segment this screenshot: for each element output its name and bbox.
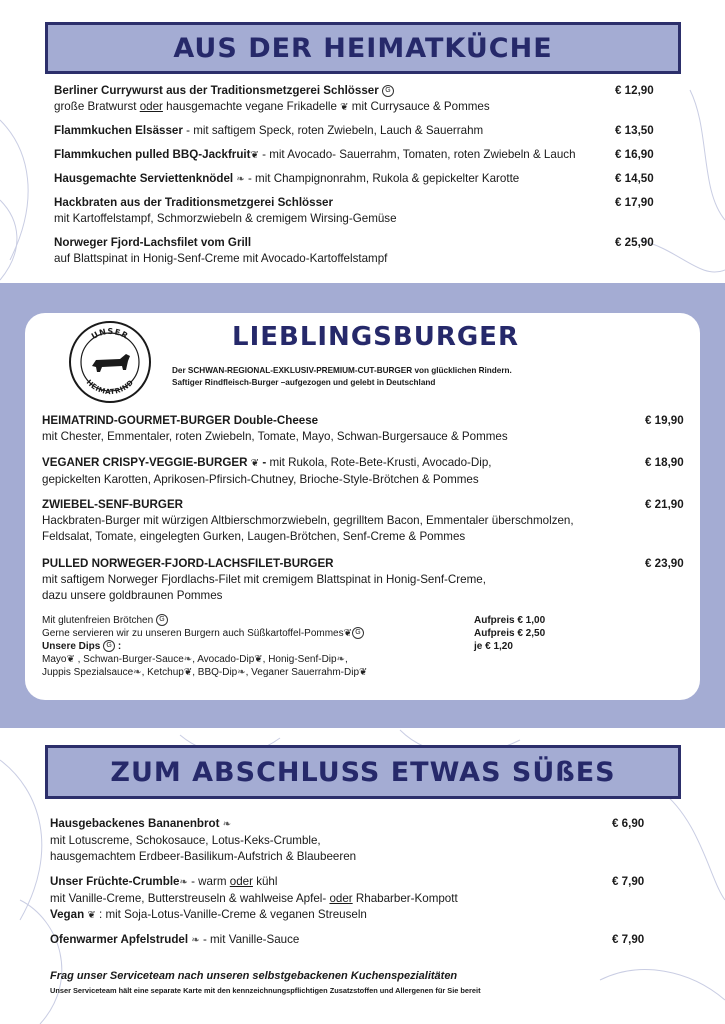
extra-price: Aufpreis € 1,00: [474, 615, 546, 626]
vegan-icon: ❦: [250, 458, 260, 469]
item-desc-or: oder: [229, 875, 253, 888]
item-desc: - mit Avocado- Sauerrahm, Tomaten, roten Zwiebeln & Lauch: [258, 148, 576, 161]
dip-item: , Veganer Sauerrahm-Dip: [245, 667, 360, 678]
item-desc: mit Vanille-Creme, Butterstreuseln & wahlweise Apfel-: [50, 891, 330, 905]
item-desc: große Bratwurst: [54, 99, 140, 113]
menu-item-fruechte-crumble: [50, 874, 458, 923]
footer-cake-note: Frag unser Serviceteam nach unseren selbstgebackenen Kuchenspezialitäten: [50, 970, 458, 982]
vegetarian-icon: ❧: [183, 654, 193, 665]
logo-text-top: UNSER: [89, 326, 131, 342]
item-desc: dazu unsere goldbraunen Pommes: [42, 588, 223, 602]
item-price: € 18,90: [645, 456, 684, 469]
vegan-icon: ❦: [340, 101, 349, 113]
item-name: Flammkuchen Elsässer: [54, 124, 183, 137]
vegan-icon: ❦: [183, 667, 193, 678]
item-price: € 16,90: [615, 148, 654, 161]
vegan-icon: ❦: [254, 654, 263, 665]
vegan-icon: ❦: [250, 150, 259, 161]
vegetarian-icon: ❧: [179, 877, 188, 888]
item-desc: mit Chester, Emmentaler, roten Zwiebeln, Tomate, Mayo, Schwan-Burgersauce & Pommes: [42, 429, 508, 443]
item-name: Hausgebackenes Bananenbrot: [50, 817, 220, 830]
item-price: € 7,90: [612, 875, 645, 888]
section-title-heimatkueche: AUS DER HEIMATKÜCHE: [45, 22, 681, 74]
vegetarian-icon: ❧: [133, 667, 142, 678]
item-name: HEIMATRIND-GOURMET-BURGER Double-Cheese: [42, 414, 319, 427]
item-name: Berliner Currywurst aus der Traditionsmetzgerei Schlösser: [54, 84, 379, 97]
menu-item-flammkuchen-jackfruit: [54, 147, 576, 164]
vegetarian-icon: ❧: [237, 667, 246, 678]
item-vegan-label: Vegan: [50, 907, 85, 921]
dip-item: , Schwan-Burger-Sauce: [74, 654, 184, 665]
gluten-free-icon: G: [156, 614, 168, 626]
item-price: € 6,90: [612, 817, 645, 830]
vegetarian-icon: ❧: [191, 935, 200, 946]
extras-prices: [474, 614, 545, 653]
gluten-free-icon: G: [352, 627, 364, 639]
dips-title: Unsere Dips: [42, 641, 101, 652]
section-title-dessert: ZUM ABSCHLUSS ETWAS SÜßES: [45, 745, 681, 799]
item-price: € 7,90: [612, 933, 645, 946]
menu-item-bananenbrot: [50, 816, 356, 864]
dip-item: ,: [344, 654, 348, 665]
item-price: € 17,90: [615, 196, 654, 209]
item-price: € 19,90: [645, 414, 684, 427]
extra-price: Aufpreis € 2,50: [474, 628, 546, 639]
item-price: € 13,50: [615, 124, 654, 137]
item-name: Ofenwarmer Apfelstrudel: [50, 933, 189, 946]
menu-item-flammkuchen-elsaesser: [54, 123, 483, 139]
item-desc: auf Blattspinat in Honig-Senf-Creme mit Avocado-Kartoffelstampf: [54, 251, 388, 265]
menu-item-zwiebel-senf-burger: [42, 497, 574, 544]
item-price: € 25,90: [615, 236, 654, 249]
item-name: PULLED NORWEGER-FJORD-LACHSFILET-BURGER: [42, 557, 334, 570]
dip-item: , Ketchup: [141, 667, 184, 678]
dips-colon: :: [115, 641, 122, 652]
item-name: Hausgemachte Serviettenknödel: [54, 172, 234, 185]
vegan-icon: ❦: [87, 909, 96, 921]
extra-sweet-potato: Gerne servieren wir zu unseren Burgern auch Süßkartoffel-Pommes: [42, 628, 344, 639]
extra-price: je € 1,20: [474, 641, 513, 652]
item-desc: gepickelten Karotten, Aprikosen-Pfirsich-Chutney, Brioche-Style-Brötchen & Pommes: [42, 472, 479, 486]
dip-item: , BBQ-Dip: [192, 667, 238, 678]
item-desc: mit Lotuscreme, Schokosauce, Lotus-Keks-Crumble,: [50, 833, 321, 847]
item-price: € 14,50: [615, 172, 654, 185]
dip-item: Mayo: [42, 654, 67, 665]
dip-item: , Avocado-Dip: [192, 654, 255, 665]
item-name: Norweger Fjord-Lachsfilet vom Grill: [54, 236, 252, 249]
item-desc: hausgemachtem Erdbeer-Basilikum-Aufstrich & Blaubeeren: [50, 849, 357, 863]
item-price: € 23,90: [645, 557, 684, 570]
section-title-lieblingsburger: LIEBLINGSBURGER: [232, 322, 519, 352]
menu-item-veggie-burger: [42, 455, 492, 488]
item-price: € 21,90: [645, 498, 684, 511]
vegan-icon: ❦: [66, 654, 75, 665]
item-desc: hausgemachte vegane Frikadelle: [162, 99, 337, 113]
item-desc: - mit saftigem Speck, roten Zwiebeln, Lauch & Sauerrahm: [182, 124, 484, 137]
menu-item-hackbraten: [54, 195, 397, 227]
item-dash: -: [259, 456, 270, 469]
item-price: € 12,90: [615, 84, 654, 97]
item-desc: mit saftigem Norweger Fjordlachs-Filet mit cremigem Blattspinat in Honig-Senf-Creme,: [42, 572, 486, 586]
footer-allergen-note: Unser Serviceteam hält eine separate Karte mit den kennzeichnungspflichtigen Zusatzstoffen und Allergenen für Sie bereit: [50, 986, 481, 995]
item-name: ZWIEBEL-SENF-BURGER: [42, 498, 184, 511]
extra-gluten-free: Mit glutenfreien Brötchen: [42, 615, 154, 626]
menu-item-lachsfilet-burger: [42, 556, 486, 603]
vegetarian-icon: ❧: [236, 174, 245, 185]
item-desc: : mit Soja-Lotus-Vanille-Creme & veganen Streuseln: [95, 907, 367, 921]
item-name: Unser Früchte-Crumble: [50, 875, 180, 888]
item-desc: Rhabarber-Kompott: [352, 891, 458, 905]
item-desc: kühl: [252, 875, 278, 888]
menu-item-lachsfilet: [54, 235, 387, 267]
item-desc-or: oder: [329, 891, 353, 905]
item-desc: - warm: [187, 875, 230, 888]
item-name: Flammkuchen pulled BBQ-Jackfruit: [54, 148, 251, 161]
vegan-icon: ❦: [343, 628, 353, 639]
extras-list: [42, 614, 367, 679]
logo-text-bottom: HEIMATRIND: [84, 378, 136, 397]
item-desc: mit Currysauce & Pommes: [351, 99, 490, 113]
heimatrind-logo: [68, 320, 152, 404]
vegan-icon: ❦: [359, 667, 368, 678]
item-desc: - mit Vanille-Sauce: [199, 933, 300, 946]
menu-item-serviettenknoedel: [54, 171, 519, 188]
menu-item-apfelstrudel: [50, 932, 299, 949]
gluten-free-icon: G: [382, 85, 394, 97]
vegetarian-icon: ❧: [222, 819, 232, 830]
item-desc: mit Kartoffelstampf, Schmorzwiebeln & cremigem Wirsing-Gemüse: [54, 211, 397, 225]
gluten-free-icon: G: [103, 640, 115, 652]
menu-item-gourmet-burger: [42, 413, 508, 445]
dip-item: Juppis Spezialsauce: [42, 667, 134, 678]
item-desc: Feldsalat, Tomate, eingelegten Gurken, Laugen-Brötchen, Senf-Creme & Pommes: [42, 529, 466, 543]
vegetarian-icon: ❧: [336, 654, 345, 665]
burger-subtitle: Der SCHWAN-REGIONAL-EXKLUSIV-PREMIUM-CUT-BURGER von glücklichen Rindern.: [172, 366, 512, 375]
item-name: VEGANER CRISPY-VEGGIE-BURGER: [42, 456, 248, 469]
dip-item: , Honig-Senf-Dip: [262, 654, 337, 665]
menu-item-currywurst: [54, 83, 490, 116]
item-name: Hackbraten aus der Traditionsmetzgerei Schlösser: [54, 196, 333, 209]
item-desc: Hackbraten-Burger mit würzigen Altbierschmorzwiebeln, gegrilltem Bacon, Emmentaler überschmolzen,: [42, 513, 574, 527]
item-desc-or: oder: [139, 99, 163, 113]
burger-subtitle: Saftiger Rindfleisch-Burger –aufgezogen und gelebt in Deutschland: [172, 378, 436, 387]
item-desc: mit Rukola, Rote-Bete-Krusti, Avocado-Dip,: [269, 456, 492, 469]
item-desc: - mit Champignonrahm, Rukola & gepickelter Karotte: [244, 172, 520, 185]
